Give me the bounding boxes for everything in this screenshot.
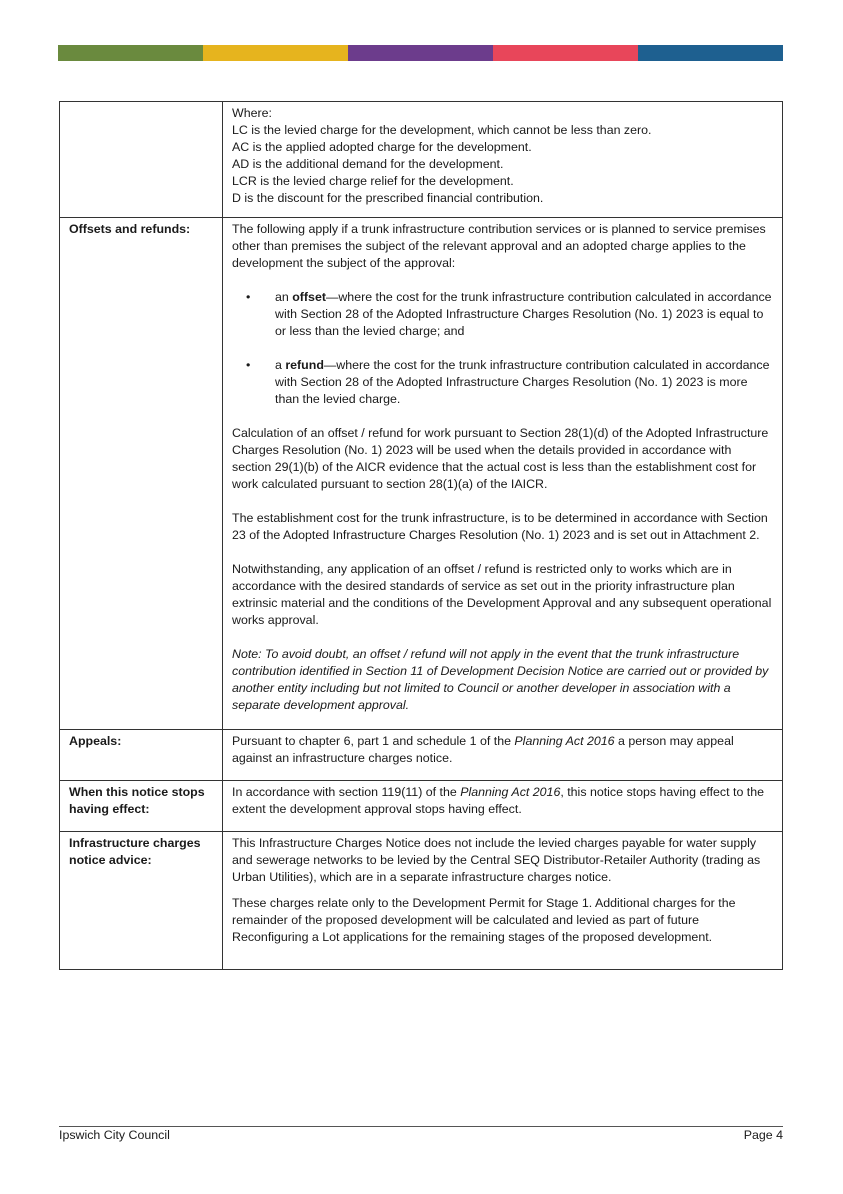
advice-paragraph-1: This Infrastructure Charges Notice does not include the levied charges payable for water supply and sewerage networks to be levied by the Central SEQ Distributor-Retailer Authority (trading as Urban Utilities), which are in a separate infrastructure charges notice. [232, 836, 761, 884]
offsets-intro: The following apply if a trunk infrastructure contribution services or is planned to service premises other than premises the subject of the relevant approval and an adopted charge applies to the development the subject of the approval: [232, 222, 766, 270]
table-row-offsets [60, 218, 783, 730]
where-line: AC is the applied adopted charge for the development. [232, 140, 532, 154]
term-offset: offset [292, 290, 326, 304]
advice-content [223, 832, 783, 970]
bullet-refund: • a refund—where the cost for the trunk infrastructure contribution calculated in accordance with Section 28 of the Adopted Infrastructure Charges Resolution (No. 1) 2023 is more than the levied charge. [246, 358, 770, 406]
appeals-content [223, 730, 783, 781]
term-refund: refund [285, 358, 324, 372]
where-line: AD is the additional demand for the development. [232, 157, 504, 171]
act-title: Planning Act 2016 [460, 785, 561, 799]
notwithstanding-paragraph: Notwithstanding, any application of an offset / refund is restricted only to works which are in accordance with the desired standards of service as set out in the priority infrastructure plan extrinsic material and the conditions of the Development Approval and any subsequent operational works approval. [232, 562, 772, 627]
offsets-bullet-list [232, 289, 773, 408]
where-line: D is the discount for the prescribed financial contribution. [232, 191, 544, 205]
bullet-icon: • [246, 290, 251, 304]
appeals-text: Pursuant to chapter 6, part 1 and schedule 1 of the Planning Act 2016 a person may appeal against an infrastructure charges notice. [232, 734, 734, 765]
bullet-icon: • [246, 358, 251, 372]
where-definitions [223, 102, 783, 218]
page-number: Page 4 [743, 1128, 783, 1142]
calculation-paragraph: Calculation of an offset / refund for work pursuant to Section 28(1)(d) of the Adopted Infrastructure Charges Resolution (No. 1) 2023 will be used when the details provided in accordance with section 29(1)(b) of the AICR evidence that the actual cost is less than the establishment cost for work calculated pursuant to section 28(1)(a) of the IAICR. [232, 426, 769, 491]
row-label-appeals: Appeals: [60, 730, 223, 781]
row-label-notice-stops: When this notice stops having effect: [60, 781, 223, 832]
row-label-offsets: Offsets and refunds: [60, 218, 223, 730]
advice-paragraph-2: These charges relate only to the Development Permit for Stage 1. Additional charges for the remainder of the proposed development will be calculated and levied as part of future Reconfiguring a Lot applications for the remaining stages of the proposed development. [232, 896, 736, 944]
table-row-appeals [60, 730, 783, 781]
offsets-content [223, 218, 783, 730]
where-line: LCR is the levied charge relief for the development. [232, 174, 514, 188]
charges-table [59, 101, 783, 970]
note-paragraph: Note: To avoid doubt, an offset / refund will not apply in the event that the trunk infrastructure contribution identified in Section 11 of Development Decision Notice are carried out or provided by another entity including but not limited to Council or another developer in association with a separate development approval. [232, 647, 769, 712]
color-segment-red [493, 45, 638, 61]
color-segment-purple [348, 45, 493, 61]
table-row-where [60, 102, 783, 218]
table-row-notice-stops [60, 781, 783, 832]
color-segment-green [58, 45, 203, 61]
establishment-paragraph: The establishment cost for the trunk infrastructure, is to be determined in accordance with Section 23 of the Adopted Infrastructure Charges Resolution (No. 1) 2023 and is set out in Attachment 2. [232, 511, 768, 542]
footer-organisation: Ipswich City Council [59, 1128, 170, 1142]
row-label-advice: Infrastructure charges notice advice: [60, 832, 223, 970]
color-segment-yellow [203, 45, 348, 61]
header-color-bar [58, 45, 783, 61]
table-row-advice [60, 832, 783, 970]
notice-stops-text: In accordance with section 119(11) of the Planning Act 2016, this notice stops having effect to the extent the development approval stops having effect. [232, 785, 764, 816]
where-line: LC is the levied charge for the development, which cannot be less than zero. [232, 123, 652, 137]
footer-divider [59, 1126, 783, 1127]
color-segment-blue [638, 45, 783, 61]
row-label-empty [60, 102, 223, 218]
bullet-offset: • an offset—where the cost for the trunk infrastructure contribution calculated in accordance with Section 28 of the Adopted Infrastructure Charges Resolution (No. 1) 2023 is equal to or less than the levied charge; and [246, 290, 772, 338]
act-title: Planning Act 2016 [514, 734, 615, 748]
where-line: Where: [232, 106, 272, 120]
notice-stops-content [223, 781, 783, 832]
